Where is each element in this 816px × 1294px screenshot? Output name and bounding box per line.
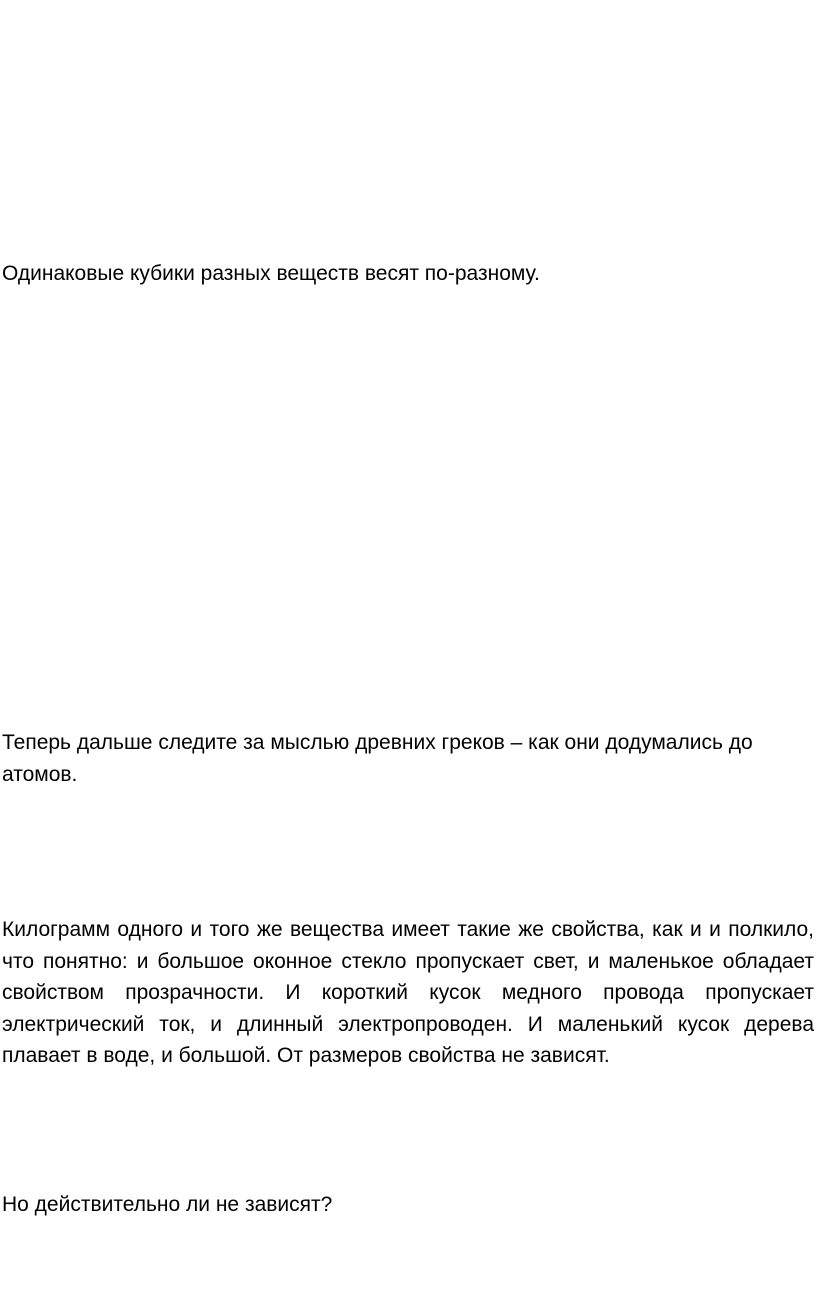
paragraph-greeks-atoms: Теперь дальше следите за мыслью древних греков – как они додумались до атомов. (2, 731, 753, 786)
paragraph-properties-independent-of-size: Килограмм одного и того же вещества имеет такие же свойства, как и и полкило, что понятно: и большое оконное стекло пропускает свет, и маленькое обладает свойством прозрачности. И короткий кусок медного провода пропускает электрический ток, и длинный электропроводен. И маленький кусок дерева плавает в воде, и большой. От размеров свойства не зависят. (2, 918, 814, 1068)
paragraph-question: Но действительно ли не зависят? (2, 1193, 333, 1216)
paragraph-cubes-weigh-differently: Одинаковые кубики разных веществ весят по-разному. (2, 262, 540, 285)
